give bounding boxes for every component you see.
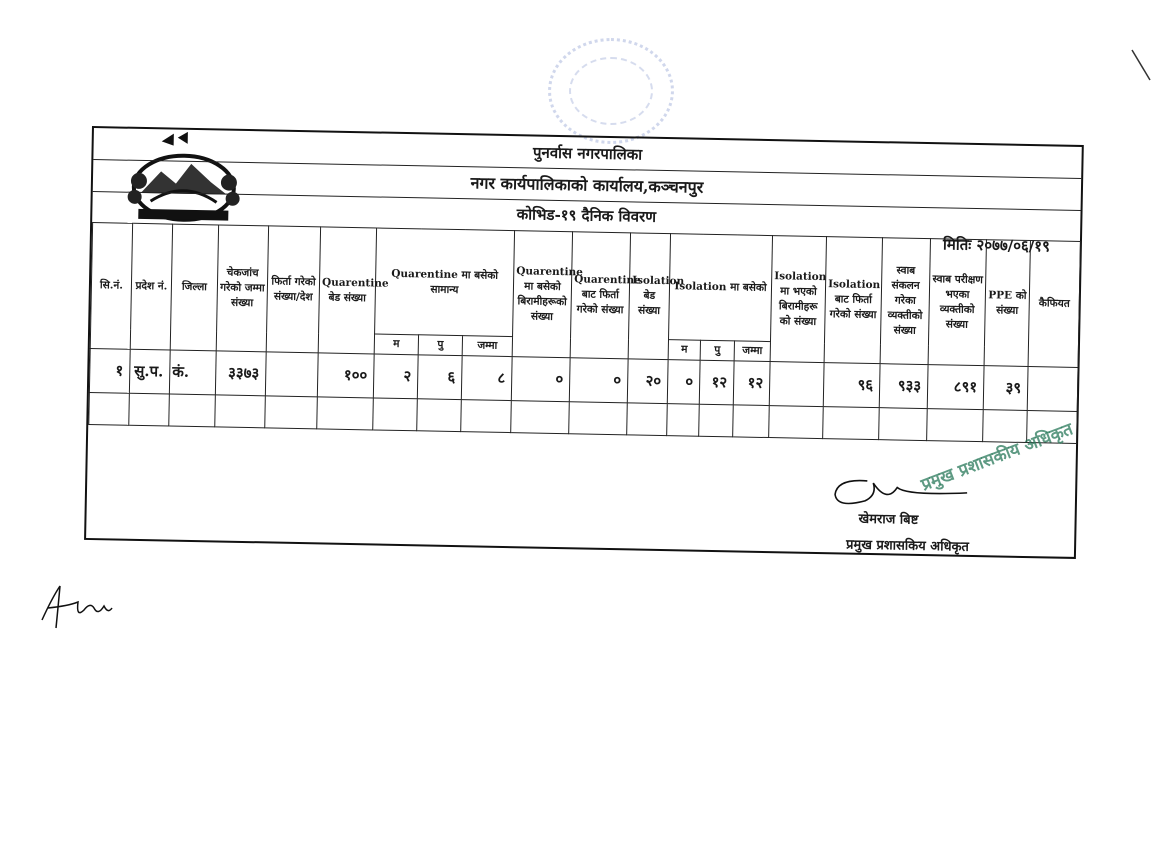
header-q-sick: Quarentine मा बसेको बिरामीहरूको संख्या (512, 231, 572, 358)
header-remarks: कैफियत (1028, 241, 1080, 368)
cell-checked: ३३७३ (215, 351, 266, 396)
cell-sn: १ (89, 349, 130, 394)
cell-q-discharged: ० (569, 358, 628, 403)
signatory-title: प्रमुख प्रशासकिय अधिकृत (845, 537, 970, 555)
header-q-beds: Quarentine बेड संख्या (318, 227, 376, 354)
date-value: २०७७/०६/१९ (976, 236, 1051, 256)
header-q-discharged: Quarentine बाट फिर्ता गरेको संख्या (570, 232, 630, 359)
header-ppe: PPE को संख्या (984, 240, 1030, 367)
cell-q-male: ६ (417, 355, 462, 400)
cell-iso-discharged: ९६ (823, 363, 880, 408)
office-name: नगर कार्यपालिकाको कार्यालय,कञ्चनपुर (93, 160, 1081, 211)
cell-province: सु.प. (129, 349, 170, 394)
date-label: मितिः (942, 235, 972, 254)
header-district: जिल्ला (170, 224, 218, 351)
header-returned: फिर्ता गरेको संख्या/देश (266, 226, 320, 353)
header-iso-male: पु (700, 340, 734, 361)
header-iso-beds: Isolation बेड संख्या (628, 233, 670, 360)
office-seal-stamp (548, 38, 674, 144)
cell-iso-sick (769, 362, 824, 407)
cell-district: कं. (169, 350, 216, 395)
cell-q-total: ८ (461, 356, 512, 401)
header-swab-collected: स्वाब संकलन गरेका व्यक्तीको संख्या (880, 238, 930, 365)
header-iso-sick: Isolation मा भएको बिरामीहरू को संख्या (770, 236, 826, 363)
cell-swab-collected: ९३३ (879, 364, 928, 409)
header-swab-tested: स्वाब परीक्षण भएका व्यक्तीको संख्या (928, 239, 986, 366)
report-title: कोभिड-१९ दैनिक विवरण (516, 205, 657, 226)
handwritten-initial (38, 578, 118, 638)
cell-ppe: ३९ (983, 366, 1028, 411)
covid-data-table (88, 222, 1081, 444)
table-header-row (91, 223, 1081, 348)
cell-remarks (1027, 367, 1078, 412)
cell-iso-female: ० (667, 360, 700, 405)
cell-q-sick: ० (511, 357, 570, 402)
report-sheet (84, 126, 1084, 559)
header-iso-total: जम्मा (734, 341, 770, 362)
scan-mark-line (1130, 48, 1154, 84)
cell-iso-beds: २० (627, 359, 668, 404)
cell-q-female: २ (373, 354, 418, 399)
official-stamp-text: प्रमुख प्रशासकीय अधिकृत (918, 419, 1076, 496)
header-q-female: म (374, 334, 418, 355)
cell-iso-male: १२ (699, 360, 734, 405)
header-q-total: जम्मा (462, 336, 512, 357)
header-iso-discharged: Isolation बाट फिर्ता गरेको संख्या (824, 237, 882, 364)
header-province: प्रदेश नं. (130, 223, 172, 350)
cell-returned (265, 352, 318, 397)
signatory-name: खेमराज बिष्ट (858, 511, 919, 528)
header-sn: सि.नं. (90, 223, 132, 350)
header-q-group: Quarentine मा बसेको सामान्य (375, 228, 515, 337)
municipality-name: पुनर्वास नगरपालिका (93, 128, 1081, 179)
header-iso-group: Isolation मा बसेको (669, 234, 773, 342)
header-iso-female: म (668, 340, 700, 361)
cell-iso-total: १२ (733, 361, 770, 406)
cell-q-beds: १०० (317, 353, 374, 398)
header-q-male: पु (418, 335, 462, 356)
cell-swab-tested: ८९१ (927, 365, 984, 410)
header-checked: चेकजांच गरेको जम्मा संख्या (216, 225, 268, 352)
